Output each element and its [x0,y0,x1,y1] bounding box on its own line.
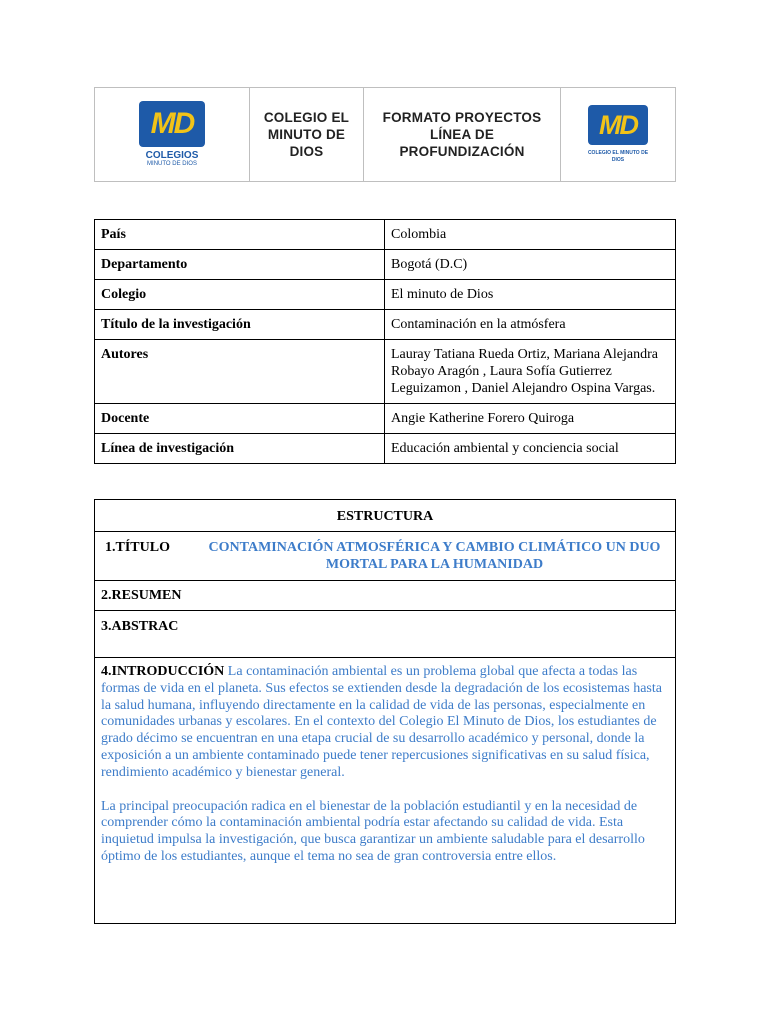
header-logo-left-cell [95,88,250,181]
table-row [95,250,676,280]
md-logo-icon: MD [588,105,648,145]
project-info-table [94,219,676,464]
research-title: CONTAMINACIÓN ATMOSFÉRICA Y CAMBIO CLIMÁTICO UN DUO MORTAL PARA LA HUMANIDAD [208,540,661,572]
intro-paragraph-2: La principal preocupación radica en el bienestar de la población estudiantil y en la necesidad de comprender cómo la contaminación ambiental podría estar afectando su calidad de vida. Esta inquietud impulsa la investigación, que busca garantizar un ambiente saludable para el desarrollo óptimo de los estudiantes, aunque el tema no sea de gran controversia entre ellos. [101,798,645,864]
introduction-section [95,658,676,924]
info-label: Docente [95,404,385,434]
header-logo-right-cell [561,88,675,181]
table-row [95,340,676,404]
info-value: Educación ambiental y conciencia social [385,434,676,464]
school-logo-left [139,101,205,169]
info-value: Lauray Tatiana Rueda Ortiz, Mariana Alejandra Robayo Aragón , Laura Sofía Gutierrez Leguizamon , Daniel Alejandro Ospina Vargas. [385,340,676,404]
abstract-label: 3.ABSTRAC [95,611,676,658]
structure-heading: ESTRUCTURA [95,500,676,532]
logo-caption: COLEGIOS [145,149,199,161]
table-row [95,434,676,464]
info-label: Línea de investigación [95,434,385,464]
structure-table [94,499,676,924]
school-name: COLEGIO EL MINUTO DE DIOS [263,110,350,159]
info-value: El minuto de Dios [385,280,676,310]
header-school-name-cell [250,88,364,181]
table-row [95,581,676,611]
md-logo-icon: MD [139,101,205,147]
table-row [95,658,676,924]
logo-subcaption: MINUTO DE DIOS [147,160,197,167]
title-label: 1.TÍTULO [105,540,170,555]
intro-text-1: La contaminación ambiental es un problema global que afecta a todas las formas de vida en el planeta. Sus efectos se extienden desde la degradación de los ecosistemas hasta la salud humana, influyendo directamente en la calidad de vida de las personas, especialmente en comunidades urbanas y escolares. En el contexto del Colegio El Minuto de Dios, los estudiantes de grado décimo se encuentran en una etapa crucial de su desarrollo académico y personal, donde la exposición a un ambiente contaminado puede tener repercusiones significativas en su salud física, rendimiento académico y bienestar general. [101,664,662,780]
table-row [95,310,676,340]
table-row [95,280,676,310]
info-label: Colegio [95,280,385,310]
school-logo-right [587,105,649,164]
header-format-title-cell [364,88,561,181]
info-value: Contaminación en la atmósfera [385,310,676,340]
intro-label: 4.INTRODUCCIÓN [101,664,225,679]
format-title: FORMATO PROYECTOS LÍNEA DE PROFUNDIZACIÓN [382,110,542,159]
info-label: Departamento [95,250,385,280]
table-row [95,611,676,658]
info-label: País [95,220,385,250]
table-row [95,404,676,434]
info-value: Angie Katherine Forero Quiroga [385,404,676,434]
intro-paragraph-1 [101,664,669,782]
table-row [95,532,676,581]
resumen-label: 2.RESUMEN [95,581,676,611]
title-section [95,532,676,581]
table-row [95,220,676,250]
table-row [95,500,676,532]
info-value: Colombia [385,220,676,250]
info-label: Título de la investigación [95,310,385,340]
info-value: Bogotá (D.C) [385,250,676,280]
info-label: Autores [95,340,385,404]
document-header [94,87,676,182]
logo-right-caption: COLEGIO EL MINUTO DE DIOS [587,150,649,163]
